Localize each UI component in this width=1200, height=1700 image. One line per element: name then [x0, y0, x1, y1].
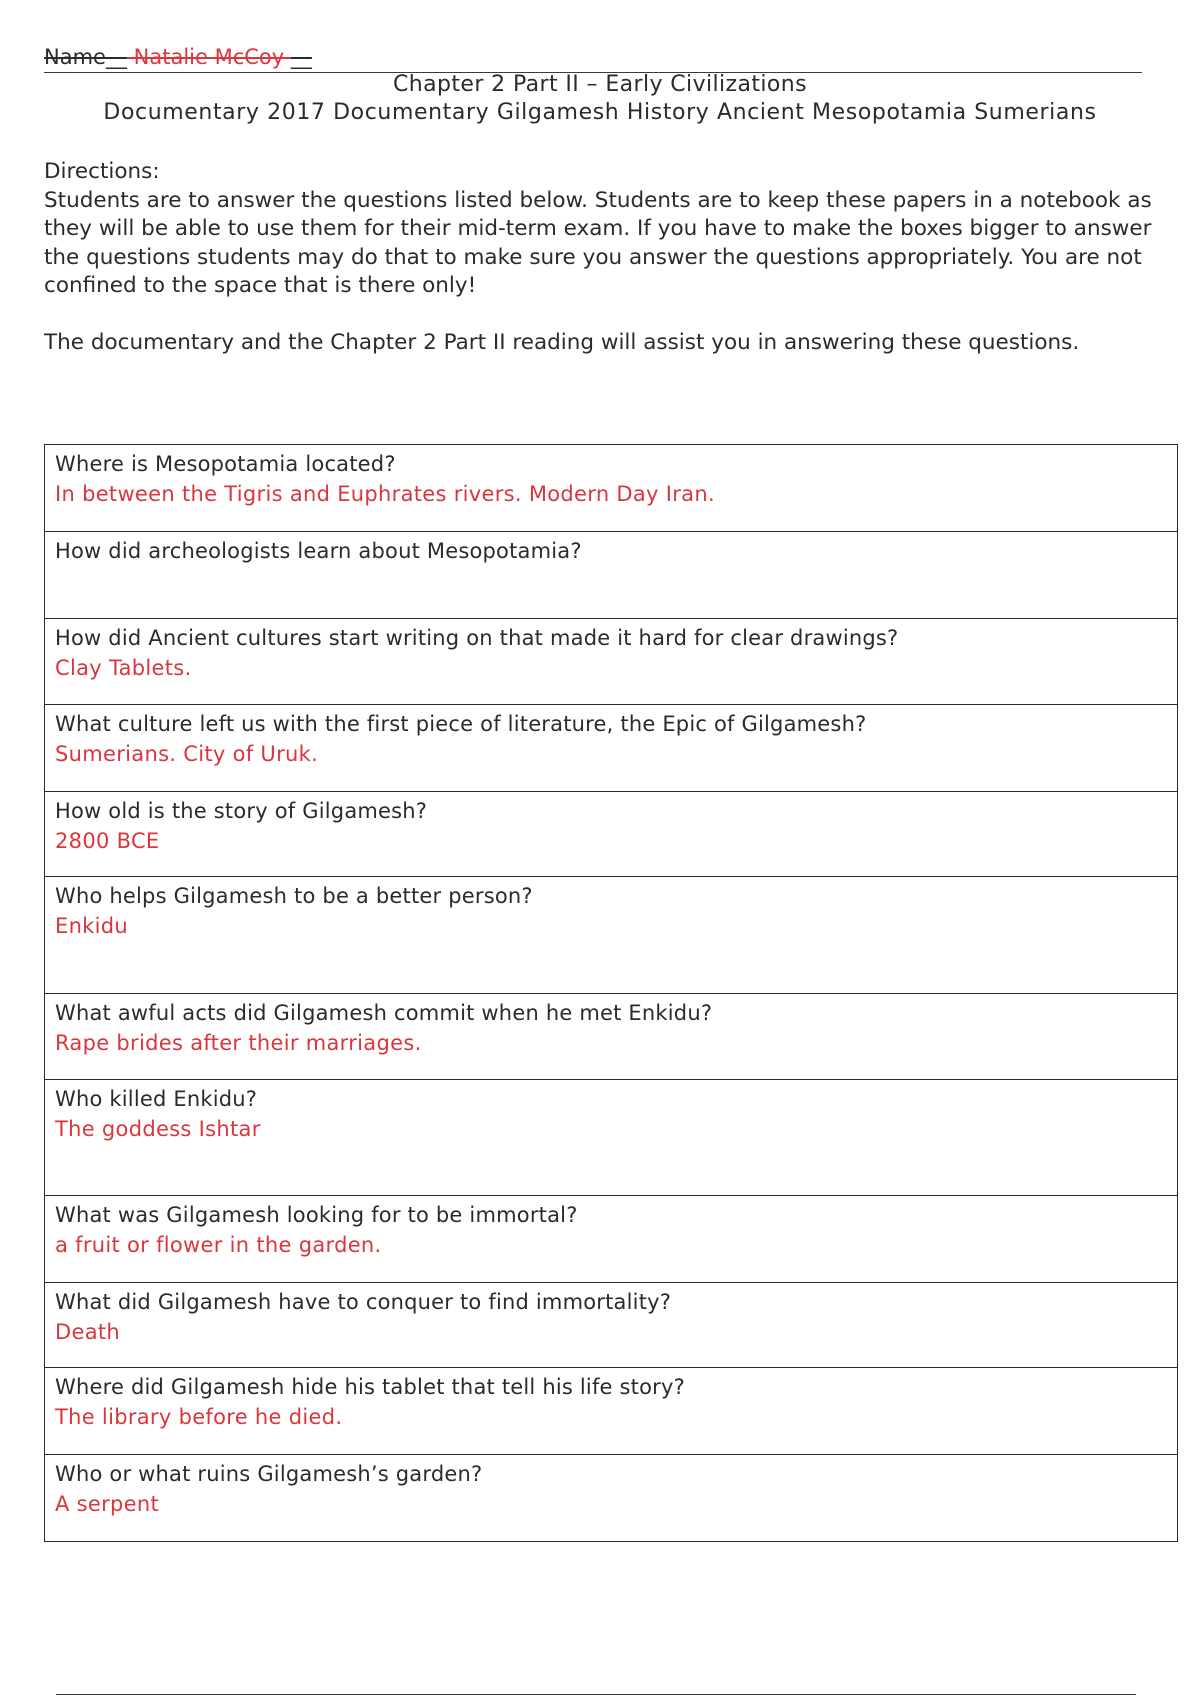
name-label: Name__ [44, 45, 127, 69]
question-text: Where did Gilgamesh hide his tablet that tell his life story? [55, 1375, 685, 1399]
question-text: What culture left us with the first piece of literature, the Epic of Gilgamesh? [55, 712, 867, 736]
answer-text: In between the Tigris and Euphrates rivers. Modern Day Iran. [55, 482, 715, 506]
directions-heading: Directions: [44, 159, 160, 184]
worksheet-subtitle: Documentary 2017 Documentary Gilgamesh History Ancient Mesopotamia Sumerians [103, 100, 1097, 125]
directions-body: Students are to answer the questions listed below. Students are to keep these papers in a notebook as they will be able to use them for their mid-term exam. If you have to make the boxes bigger to answer the questions students may do that to make sure you answer the questions appropriately. You are not confined to the space that is there only! [44, 187, 1152, 298]
name-line [44, 42, 1142, 73]
answer-text: The library before he died. [55, 1405, 343, 1429]
question-row [45, 1455, 1177, 1541]
question-row [45, 1368, 1177, 1455]
answer-text: A serpent [55, 1492, 160, 1516]
answer-text: The goddess Ishtar [55, 1117, 261, 1141]
footer-divider [56, 1694, 1136, 1695]
name-trail: __ [290, 45, 312, 69]
question-text: Who killed Enkidu? [55, 1087, 258, 1111]
directions-section [44, 158, 1192, 357]
question-row [45, 1283, 1177, 1368]
directions-note: The documentary and the Chapter 2 Part II reading will assist you in answering these questions. [44, 329, 1080, 355]
question-row [45, 792, 1177, 877]
question-text: Who or what ruins Gilgamesh’s garden? [55, 1462, 483, 1486]
question-text: What awful acts did Gilgamesh commit when he met Enkidu? [55, 1001, 713, 1025]
question-text: Where is Mesopotamia located? [55, 452, 396, 476]
question-text: What was Gilgamesh looking for to be immortal? [55, 1203, 578, 1227]
question-text: What did Gilgamesh have to conquer to find immortality? [55, 1290, 672, 1314]
question-row [45, 994, 1177, 1080]
question-row [45, 1196, 1177, 1283]
student-name: Natalie McCoy [126, 45, 291, 69]
question-text: How old is the story of Gilgamesh? [55, 799, 428, 823]
answer-text: Death [55, 1320, 121, 1344]
answer-text: Enkidu [55, 914, 129, 938]
answer-text: 2800 BCE [55, 829, 160, 853]
question-table [44, 444, 1178, 1542]
answer-text: Clay Tablets. [55, 656, 192, 680]
answer-text: a fruit or flower in the garden. [55, 1233, 382, 1257]
question-text: How did Ancient cultures start writing on that made it hard for clear drawings? [55, 626, 899, 650]
worksheet-title: Chapter 2 Part II – Early Civilizations [393, 72, 807, 97]
answer-text: Sumerians. City of Uruk. [55, 742, 319, 766]
answer-text: Rape brides after their marriages. [55, 1031, 422, 1055]
question-row [45, 445, 1177, 532]
question-row [45, 619, 1177, 705]
question-text: Who helps Gilgamesh to be a better person? [55, 884, 533, 908]
question-text: How did archeologists learn about Mesopotamia? [55, 539, 582, 563]
question-row [45, 1080, 1177, 1196]
question-row [45, 705, 1177, 792]
question-row [45, 877, 1177, 994]
question-row [45, 532, 1177, 619]
